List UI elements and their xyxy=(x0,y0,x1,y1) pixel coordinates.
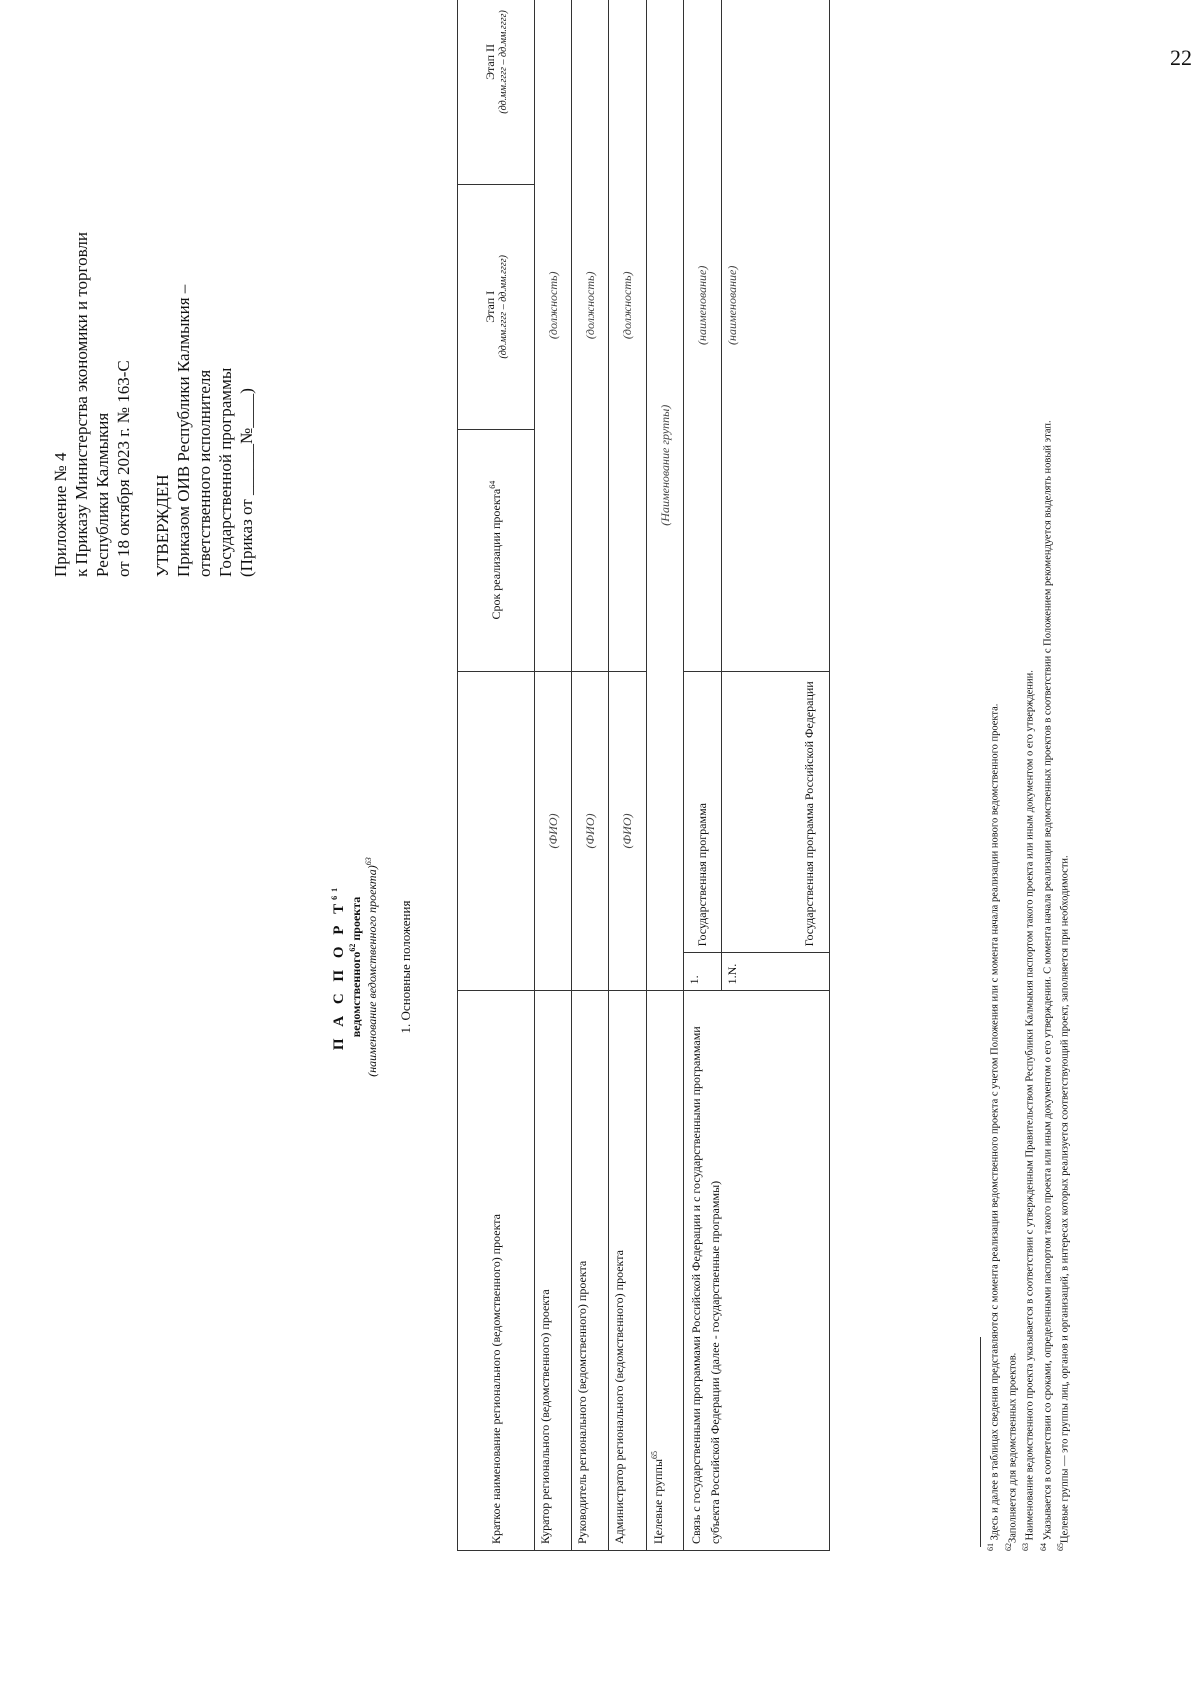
table-row xyxy=(458,0,535,1551)
program-label: Государственная программа Российской Федерации xyxy=(722,671,830,953)
project-name-cell xyxy=(458,671,535,991)
row-label: Руководитель регионального (ведомственного) проекта xyxy=(572,991,609,1551)
row-label: Администратор регионального (ведомственного) проекта xyxy=(609,991,647,1551)
passport-title: П А С П О Р $Т^{61}$ ведомственного$^{62}$ проекта (наименование ведомственного проекта)$^{63}$ 1. Основные положения xyxy=(330,707,414,1227)
table-row xyxy=(572,0,609,1551)
fio-placeholder: (ФИО) xyxy=(609,671,647,991)
approval-block xyxy=(50,232,257,577)
approval-org-line1: Приказом ОИВ Республики Калмыкия – xyxy=(174,284,193,577)
program-name-placeholder: (наименование) xyxy=(722,0,830,671)
position-placeholder: (должность) xyxy=(535,0,572,671)
table-row xyxy=(684,0,722,1551)
footnote-63: $^{63}$ Наименование ведомственного проекта указывается в соответствии с утвержденным Правительством Республики Калмыкия паспортом такого проекта или иным документом о его утверждении. xyxy=(1021,670,1036,1551)
appendix-line: Приложение № 4 xyxy=(51,452,70,577)
approval-order-line: (Приказ от ______№____) xyxy=(237,388,256,577)
footnote-62: $^{62}$Заполняется для ведомственных проектов. xyxy=(1003,1352,1018,1551)
approval-org-line3: Государственной программы xyxy=(216,367,235,577)
page-number: 22 xyxy=(1170,45,1192,70)
region-line: Республики Калмыкия xyxy=(93,412,112,577)
table-row xyxy=(647,0,684,1551)
title-heading: П А С П О Р Т xyxy=(331,899,347,1051)
footnotes xyxy=(984,151,1072,1551)
row-label: Краткое наименование регионального (ведомственного) проекта xyxy=(458,991,535,1551)
stage-1-cell: Этап I (дд.мм.гггг – дд.мм.гггг) xyxy=(458,184,535,429)
main-provisions-table xyxy=(457,0,830,1551)
table-row xyxy=(535,0,572,1551)
row-label: Куратор регионального (ведомственного) проекта xyxy=(535,991,572,1551)
program-name-placeholder: (наименование) xyxy=(684,0,722,671)
program-label: Государственная программа xyxy=(684,671,722,953)
section-heading: 1. Основные положения xyxy=(398,900,413,1034)
footnote-divider xyxy=(980,1337,981,1547)
position-placeholder: (должность) xyxy=(609,0,647,671)
approved-label: УТВЕРЖДЕН xyxy=(153,474,172,577)
approval-org-line2: ответственного исполнителя xyxy=(195,369,214,577)
fio-placeholder: (ФИО) xyxy=(572,671,609,991)
target-group-placeholder: (Наименование группы) xyxy=(647,0,684,991)
fio-placeholder: (ФИО) xyxy=(535,671,572,991)
position-placeholder: (должность) xyxy=(572,0,609,671)
order-ref-line: к Приказу Министерства экономики и торговли xyxy=(72,232,91,577)
row-number: 1. xyxy=(684,953,722,991)
footnote-61: $^{61}$ Здесь и далее в таблицах сведения представляются с момента реализации ведомственного проекта с учетом Положения или с момента начала реализации нового ведомственного проекта. xyxy=(986,703,1001,1551)
row-label: Связь с государственными программами Российской Федерации и с государственными программами субъекта Российской Федерации (далее - государственные программы) xyxy=(684,991,830,1551)
order-date-line: от 18 октября 2023 г. № 163-С xyxy=(114,360,133,577)
row-number: 1.N. xyxy=(722,953,830,991)
project-name-placeholder: (наименование ведомственного проекта) xyxy=(365,865,379,1077)
table-row xyxy=(609,0,647,1551)
footnote-64: $^{64}$ Указывается в соответствии со сроками, определенными паспортом такого проекта или иным документом о его утверждении. С момента начала реализации ведомственных проектов в соответствии с Положением рекомендуется выделять новый этап. xyxy=(1038,420,1053,1551)
deadline-label: Срок реализации проекта$^{64}$ xyxy=(458,429,535,671)
stage-2-cell: Этап II (дд.мм.гггг – дд.мм.гггг) xyxy=(458,0,535,184)
footnote-65: $^{65}$Целевые группы — это группы лиц, органов и организаций, в интересах которых реализуется соответствующий проект, заполняется при необходимости. xyxy=(1056,855,1071,1551)
row-label: Целевые группы$^{65}$ xyxy=(647,991,684,1551)
